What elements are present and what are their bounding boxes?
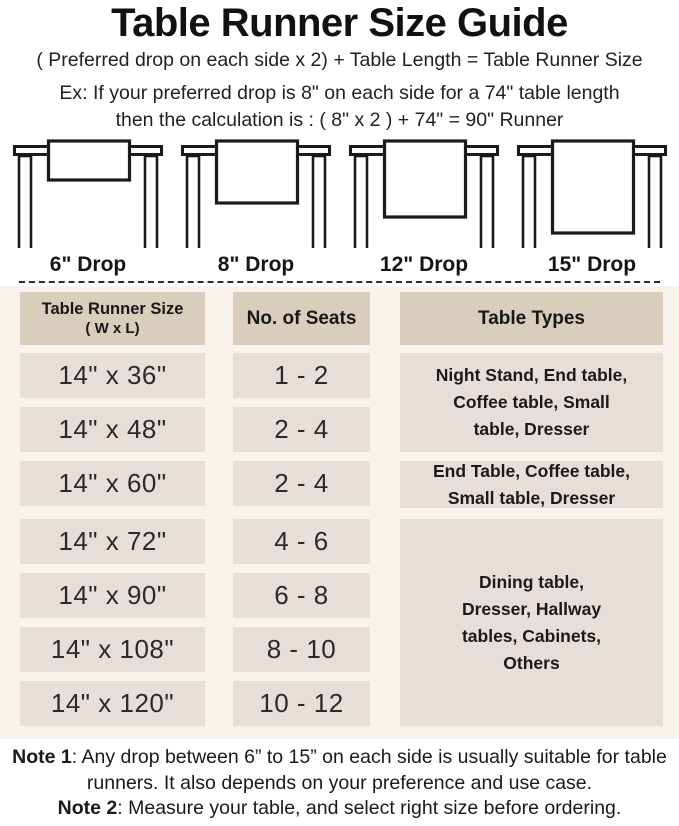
table-diagram <box>13 138 163 248</box>
table-illustration-15-drop <box>517 138 667 277</box>
drop-illustrations <box>13 138 667 277</box>
note-2-text: : Measure your table, and select right size before ordering. <box>117 797 622 819</box>
table-leg-left <box>523 156 535 248</box>
runner-rect <box>553 141 634 233</box>
table-leg-left <box>355 156 367 248</box>
drop-label: 12" Drop <box>379 253 469 276</box>
table-leg-right <box>481 156 493 248</box>
drop-label: 6" Drop <box>49 253 127 276</box>
size-cell: 14" x 60" <box>20 461 205 506</box>
table-leg-right <box>145 156 157 248</box>
table-illustration-12-drop <box>349 138 499 277</box>
table-leg-left <box>19 156 31 248</box>
table-diagram <box>349 138 499 248</box>
types-cell-small-tables: Night Stand, End table, Coffee table, Small table, Dresser <box>400 353 663 452</box>
runner-rect <box>385 141 466 217</box>
column-header-seats: No. of Seats <box>233 292 370 345</box>
example-line-1: Ex: If your preferred drop is 8" on each side for a 74" table length <box>59 82 620 104</box>
size-cell: 14" x 36" <box>20 353 205 398</box>
size-cell: 14" x 90" <box>20 573 205 618</box>
types-cell-medium-tables: End Table, Coffee table, Small table, Dresser <box>400 461 663 508</box>
note-1 <box>2 745 678 796</box>
note-2 <box>2 796 678 822</box>
example-line-2: then the calculation is : ( 8" x 2 ) + 74" = 90" Runner <box>115 109 564 131</box>
seats-cell: 6 - 8 <box>233 573 370 618</box>
column-header-types: Table Types <box>400 292 663 345</box>
note-1-text: : Any drop between 6” to 15” on each side is usually suitable for table runners. It also depends on your preference and use case. <box>71 746 667 794</box>
size-cell: 14" x 108" <box>20 627 205 672</box>
seats-cell: 1 - 2 <box>233 353 370 398</box>
size-cell: 14" x 48" <box>20 407 205 452</box>
types-cell-large-tables: Dining table, Dresser, Hallway tables, Cabinets, Others <box>400 519 663 726</box>
drop-label: 15" Drop <box>547 253 637 276</box>
seats-cell: 4 - 6 <box>233 519 370 564</box>
size-cell: 14" x 120" <box>20 681 205 726</box>
column-header-size-sub: ( W x L) <box>85 320 140 337</box>
table-diagram <box>517 138 667 248</box>
runner-rect <box>217 141 298 203</box>
seats-cell: 10 - 12 <box>233 681 370 726</box>
example-text <box>0 80 679 134</box>
dashed-divider <box>19 281 660 283</box>
table-leg-right <box>649 156 661 248</box>
seats-cell: 8 - 10 <box>233 627 370 672</box>
notes-section <box>0 745 679 822</box>
column-header-size-title: Table Runner Size <box>41 300 184 318</box>
page-title: Table Runner Size Guide <box>111 1 568 45</box>
table-diagram <box>181 138 331 248</box>
note-1-label: Note 1 <box>12 746 72 768</box>
table-leg-left <box>187 156 199 248</box>
runner-rect <box>49 141 130 180</box>
column-header-size <box>20 292 205 345</box>
note-2-label: Note 2 <box>57 797 118 819</box>
seats-cell: 2 - 4 <box>233 407 370 452</box>
table-leg-right <box>313 156 325 248</box>
size-cell: 14" x 72" <box>20 519 205 564</box>
seats-cell: 2 - 4 <box>233 461 370 506</box>
table-illustration-8-drop <box>181 138 331 277</box>
drop-label: 8" Drop <box>217 253 295 276</box>
formula-text: ( Preferred drop on each side x 2) + Table Length = Table Runner Size <box>36 49 643 71</box>
table-illustration-6-drop <box>13 138 163 277</box>
